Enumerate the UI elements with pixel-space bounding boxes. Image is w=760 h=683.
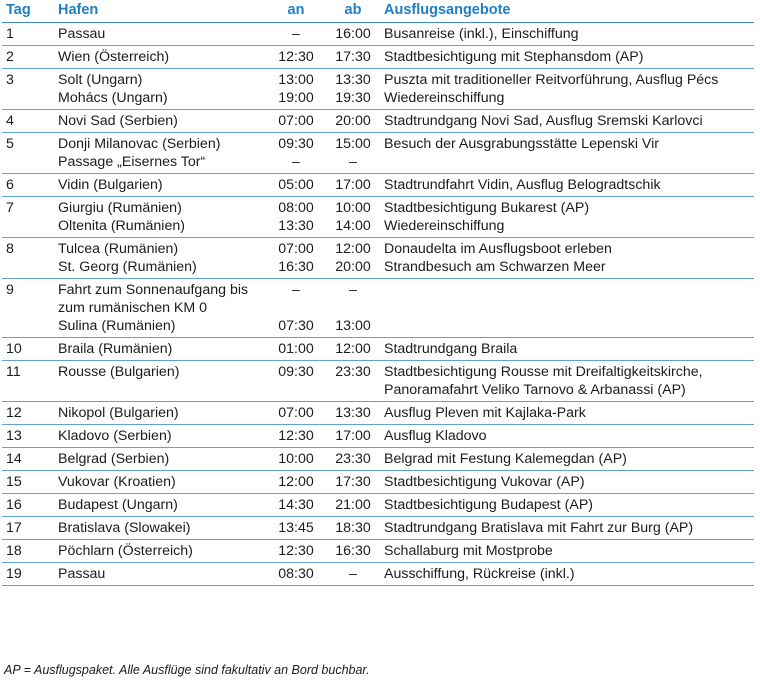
arrival-time: 07:00 [278,113,314,129]
port-name: Oltenita (Rumänien) [58,218,185,234]
excursion-text: Stadtrundgang Braila [384,341,518,357]
departure-time-cell [326,517,380,540]
day-number: 9 [6,282,14,298]
day-number: 7 [6,200,14,216]
port-name: Passage „Eisernes Tor“ [58,154,206,170]
excursion-text: Belgrad mit Festung Kalemegdan (AP) [384,451,627,467]
departure-time: 15:00 [335,136,371,152]
arrival-time: 01:00 [278,341,314,357]
excursion-text-cell [380,133,754,174]
port-name: Passau [58,26,106,42]
arrival-time-cell [266,471,326,494]
excursion-text-cell [380,361,754,402]
day-number: 17 [6,520,22,536]
excursion-text: Wiedereinschiffung [384,218,505,234]
arrival-time: 05:00 [278,177,314,193]
excursion-text: Schallaburg mit Mostprobe [384,543,553,559]
excursion-text: Stadtrundfahrt Vidin, Ausflug Belogradtschik [384,177,661,193]
excursion-text-cell [380,402,754,425]
departure-time-cell [326,338,380,361]
port-name-cell [54,494,266,517]
table-row [2,540,754,563]
table-row [2,279,754,338]
day-number: 11 [6,364,21,380]
departure-time-cell [326,238,380,279]
departure-time-cell [326,197,380,238]
port-name: Passau [58,566,106,582]
day-number: 3 [6,72,14,88]
arrival-time: 10:00 [278,451,314,467]
port-name-cell [54,540,266,563]
departure-time: 18:30 [335,520,371,536]
arrival-time: 13:00 [278,72,314,88]
departure-time-cell [326,46,380,69]
port-name: Belgrad (Serbien) [58,451,170,467]
departure-time-cell [326,425,380,448]
excursion-text: Stadtbesichtigung Bukarest (AP) [384,200,590,216]
port-name: Donji Milanovac (Serbien) [58,136,221,152]
port-name-cell [54,69,266,110]
departure-time: 19:30 [335,90,371,106]
table-header [2,0,754,23]
table-row [2,69,754,110]
table-row [2,46,754,69]
day-number: 8 [6,241,14,257]
excursion-text-cell [380,174,754,197]
arrival-time-cell [266,69,326,110]
arrival-time: – [292,154,300,170]
departure-time: 13:30 [335,405,371,421]
day-number: 13 [6,428,22,444]
port-name-cell [54,133,266,174]
port-name-cell [54,448,266,471]
port-name: Tulcea (Rumänien) [58,241,179,257]
arrival-time: 08:30 [278,566,314,582]
departure-time: 17:00 [335,177,371,193]
excursion-text: Ausflug Kladovo [384,428,487,444]
arrival-time: 12:00 [278,474,314,490]
departure-time-cell [326,69,380,110]
excursion-text-cell [380,540,754,563]
departure-time [330,299,376,317]
port-name: Kladovo (Serbien) [58,428,172,444]
port-name-cell [54,238,266,279]
port-name: Fahrt zum Sonnenaufgang bis [58,282,249,298]
port-name-cell [54,110,266,133]
excursion-text: Stadtbesichtigung Budapest (AP) [384,497,594,513]
excursion-text-cell [380,238,754,279]
port-name: Novi Sad (Serbien) [58,113,178,129]
excursion-text-cell [380,69,754,110]
arrival-time-cell [266,517,326,540]
day-number: 16 [6,497,22,513]
day-number: 2 [6,49,14,65]
excursion-text-cell [380,23,754,46]
arrival-time-cell [266,133,326,174]
port-name: Bratislava (Slowakei) [58,520,191,536]
arrival-time: 12:30 [278,543,314,559]
arrival-time: 07:00 [278,241,314,257]
departure-time: 12:00 [335,241,371,257]
table-row [2,361,754,402]
departure-time-cell [326,448,380,471]
arrival-time: 16:30 [278,259,314,275]
port-name: Solt (Ungarn) [58,72,143,88]
arrival-time: 12:30 [278,428,314,444]
excursion-text: Stadtrundgang Bratislava mit Fahrt zur Burg (AP) [384,520,694,536]
day-number: 5 [6,136,14,152]
arrival-time-cell [266,46,326,69]
departure-time: 20:00 [335,259,371,275]
excursion-text-cell [380,425,754,448]
header-arrival: an [287,2,305,18]
port-name: zum rumänischen KM 0 [58,300,208,316]
table-row [2,425,754,448]
departure-time-cell [326,402,380,425]
arrival-time: – [292,282,300,298]
departure-time: 14:00 [335,218,371,234]
table-row [2,110,754,133]
port-name-cell [54,338,266,361]
header-port: Hafen [58,2,99,18]
arrival-time-cell [266,279,326,338]
table-row [2,197,754,238]
arrival-time: 07:30 [278,318,314,334]
port-name-cell [54,361,266,402]
table-row [2,471,754,494]
arrival-time: 14:30 [278,497,314,513]
port-name: Pöchlarn (Österreich) [58,543,193,559]
day-number: 19 [6,566,22,582]
arrival-time-cell [266,361,326,402]
departure-time-cell [326,540,380,563]
arrival-time-cell [266,448,326,471]
departure-time: 20:00 [335,113,371,129]
port-name-cell [54,471,266,494]
day-number: 6 [6,177,14,193]
departure-time: – [349,154,357,170]
excursion-text-cell [380,471,754,494]
departure-time-cell [326,23,380,46]
departure-time-cell [326,174,380,197]
table-row [2,133,754,174]
excursion-text-cell [380,563,754,586]
table-body [2,23,754,586]
departure-time: 16:00 [335,26,371,42]
excursion-text-cell [380,110,754,133]
departure-time: 23:30 [335,364,371,380]
arrival-time-cell [266,197,326,238]
port-name-cell [54,402,266,425]
excursion-text: Ausflug Pleven mit Kajlaka-Park [384,405,586,421]
table-row [2,494,754,517]
departure-time-cell [326,279,380,338]
excursion-text: Strandbesuch am Schwarzen Meer [384,259,606,275]
footnote: AP = Ausflugspaket. Alle Ausflüge sind fakultativ an Bord buchbar. [4,663,370,677]
arrival-time: 08:00 [278,200,314,216]
header-day: Tag [6,2,31,18]
table-row [2,338,754,361]
excursion-text-cell [380,494,754,517]
arrival-time-cell [266,238,326,279]
table-row [2,563,754,586]
departure-time: – [349,566,357,582]
excursion-text: Panoramafahrt Veliko Tarnovo & Arbanassi (AP) [384,382,686,398]
port-name: Budapest (Ungarn) [58,497,178,513]
arrival-time: 09:30 [278,364,314,380]
port-name: St. Georg (Rumänien) [58,259,197,275]
departure-time-cell [326,133,380,174]
departure-time-cell [326,110,380,133]
arrival-time: 19:00 [278,90,314,106]
day-number: 15 [6,474,22,490]
excursion-text: Wiedereinschiffung [384,90,505,106]
arrival-time-cell [266,540,326,563]
excursion-text: Stadtbesichtigung Rousse mit Dreifaltigkeitskirche, [384,364,703,380]
header-excursions: Ausflugsangebote [384,2,511,18]
port-name-cell [54,174,266,197]
port-name: Wien (Österreich) [58,49,170,65]
table-row [2,402,754,425]
departure-time-cell [326,471,380,494]
arrival-time [270,299,322,317]
arrival-time-cell [266,174,326,197]
arrival-time-cell [266,425,326,448]
departure-time: 16:30 [335,543,371,559]
arrival-time-cell [266,494,326,517]
excursion-text: Puszta mit traditioneller Reitvorführung, Ausflug Pécs [384,72,719,88]
departure-time: 21:00 [335,497,371,513]
port-name-cell [54,425,266,448]
arrival-time: – [292,26,300,42]
port-name: Braila (Rumänien) [58,341,173,357]
excursion-text: Stadtbesichtigung Vukovar (AP) [384,474,585,490]
arrival-time: 13:30 [278,218,314,234]
port-name: Nikopol (Bulgarien) [58,405,179,421]
arrival-time-cell [266,563,326,586]
day-number: 12 [6,405,22,421]
port-name: Mohács (Ungarn) [58,90,168,106]
departure-time-cell [326,361,380,402]
excursion-text-cell [380,448,754,471]
departure-time: 17:00 [335,428,371,444]
arrival-time: 09:30 [278,136,314,152]
header-departure: ab [344,2,362,18]
table-row [2,238,754,279]
port-name-cell [54,46,266,69]
excursion-text: Besuch der Ausgrabungsstätte Lepenski Vir [384,136,659,152]
port-name-cell [54,517,266,540]
arrival-time-cell [266,110,326,133]
excursion-text-cell [380,197,754,238]
excursion-text: Stadtrundgang Novi Sad, Ausflug Sremski Karlovci [384,113,703,129]
arrival-time-cell [266,338,326,361]
port-name: Sulina (Rumänien) [58,318,176,334]
port-name: Rousse (Bulgarien) [58,364,180,380]
excursion-text-cell [380,517,754,540]
day-number: 10 [6,341,22,357]
table-row [2,448,754,471]
departure-time: – [349,282,357,298]
departure-time: 10:00 [335,200,371,216]
port-name-cell [54,23,266,46]
port-name: Giurgiu (Rumänien) [58,200,182,216]
port-name-cell [54,279,266,338]
departure-time: 13:30 [335,72,371,88]
excursion-text: Busanreise (inkl.), Einschiffung [384,26,579,42]
arrival-time-cell [266,23,326,46]
departure-time: 23:30 [335,451,371,467]
arrival-time: 13:45 [278,520,314,536]
excursion-text-cell [380,338,754,361]
table-row [2,174,754,197]
arrival-time: 07:00 [278,405,314,421]
port-name-cell [54,197,266,238]
day-number: 14 [6,451,22,467]
departure-time: 12:00 [335,341,371,357]
port-name: Vidin (Bulgarien) [58,177,163,193]
departure-time: 17:30 [335,474,371,490]
excursion-text: Ausschiffung, Rückreise (inkl.) [384,566,575,582]
excursion-text: Stadtbesichtigung mit Stephansdom (AP) [384,49,644,65]
day-number: 4 [6,113,14,129]
table-row [2,23,754,46]
arrival-time: 12:30 [278,49,314,65]
port-name-cell [54,563,266,586]
departure-time-cell [326,563,380,586]
day-number: 1 [6,26,14,42]
day-number: 18 [6,543,22,559]
port-name: Vukovar (Kroatien) [58,474,176,490]
departure-time: 17:30 [335,49,371,65]
departure-time: 13:00 [335,318,371,334]
excursion-text: Donaudelta im Ausflugsboot erleben [384,241,612,257]
arrival-time-cell [266,402,326,425]
itinerary-table [2,0,754,586]
excursion-text-cell [380,279,754,338]
departure-time-cell [326,494,380,517]
excursion-text-cell [380,46,754,69]
table-row [2,517,754,540]
